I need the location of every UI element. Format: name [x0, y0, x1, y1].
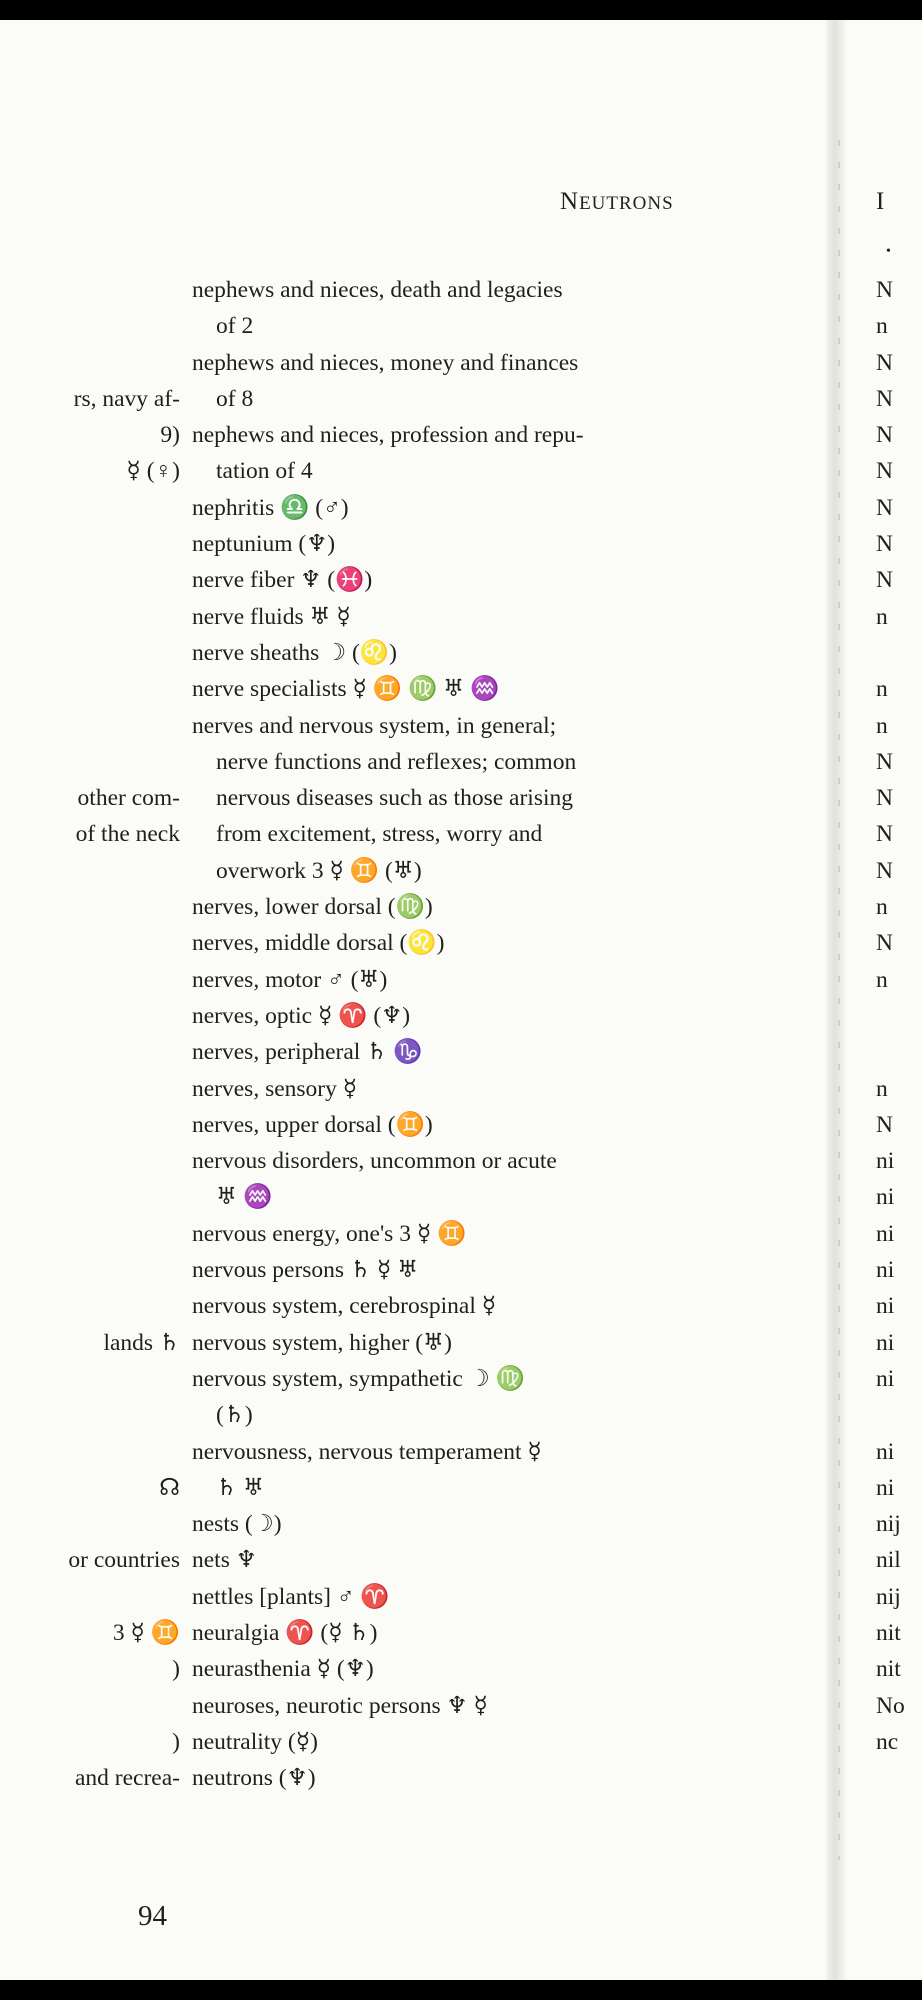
right-page-fragment: N — [876, 385, 893, 412]
right-page-fragment: N — [876, 857, 893, 884]
index-entry-line: overwork 3 ☿ ♊ (♅) — [216, 857, 422, 884]
left-page-fragment — [0, 345, 180, 381]
left-page-fragment — [0, 671, 180, 707]
right-page-fragment: N — [876, 531, 893, 558]
right-page-fragment: nij — [876, 1583, 901, 1610]
left-page-fragment — [0, 308, 180, 344]
index-entry-line: nervous energy, one's 3 ☿ ♊ — [192, 1220, 467, 1247]
right-page-fragment: N — [876, 567, 893, 594]
page-gutter — [826, 20, 846, 1980]
left-page-fragment — [0, 853, 180, 889]
index-entry-line: neuroses, neurotic persons ♆ ☿ — [192, 1692, 488, 1719]
right-page-fragment: N — [876, 277, 893, 303]
right-page-fragment: N — [876, 930, 893, 957]
right-page-fragment: N — [876, 1111, 893, 1138]
left-page-fragment — [0, 635, 180, 671]
index-entry-line: nervous system, sympathetic ☽ ♍ — [192, 1365, 525, 1392]
right-page-fragment: nit — [876, 1619, 901, 1646]
index-entry-line: nerves, motor ♂ (♅) — [192, 966, 388, 993]
left-page-fragment: or countries — [68, 1547, 180, 1574]
book-spread — [0, 20, 922, 1980]
binding-marks — [838, 140, 840, 1860]
index-entry-line: nerves, peripheral ♄ ♑ — [192, 1039, 423, 1066]
right-page-fragment: nij — [876, 1511, 901, 1538]
left-page-fragment — [0, 1579, 180, 1615]
right-page-fragment: n — [876, 966, 888, 993]
left-page-fragment: 3 ☿ ♊ — [112, 1619, 180, 1646]
index-entry-line: nephritis ♎ (♂) — [192, 494, 349, 521]
index-entries — [192, 272, 732, 1796]
left-page-fragment — [0, 889, 180, 925]
left-page-fragment — [0, 1034, 180, 1070]
index-entry-line: neutrons (♆) — [192, 1765, 316, 1792]
index-entry-line: neurasthenia ☿ (♆) — [192, 1656, 374, 1683]
right-page-fragment: N — [876, 748, 893, 775]
left-page-fragment — [0, 562, 180, 598]
left-page-fragment — [0, 1288, 180, 1324]
left-page-fragment — [0, 1107, 180, 1143]
left-page-fragment: of the neck — [75, 821, 180, 848]
index-entry-line: nerve specialists ☿ ♊ ♍ ♅ ♒ — [192, 676, 500, 703]
left-page-fragment — [0, 1216, 180, 1252]
index-entry-line: of 8 — [216, 385, 254, 412]
right-page-fragment — [876, 1034, 922, 1070]
left-page-fragment — [0, 1397, 180, 1433]
left-page-fragment — [0, 1361, 180, 1397]
right-page-fragment: n — [876, 712, 888, 739]
index-entry-line: nests (☽) — [192, 1511, 282, 1538]
index-entry-line: nervous system, higher (♅) — [192, 1329, 452, 1356]
index-entry-line: nervous diseases such as those arising — [216, 785, 573, 812]
right-page-fragment: N — [876, 494, 893, 521]
right-page-fragment: nit — [876, 1656, 901, 1683]
right-page-fragment: N — [876, 458, 893, 485]
left-page-fragment: lands ♄ — [103, 1329, 180, 1356]
right-page-fragment: n — [876, 676, 888, 703]
right-page-fragment: nc — [876, 1728, 899, 1755]
index-entry-line: nervous persons ♄ ☿ ♅ — [192, 1257, 419, 1284]
running-head: NEUTRONS — [560, 188, 674, 215]
left-page-fragment: and recrea- — [74, 1765, 180, 1792]
right-page-fragment: No — [876, 1692, 905, 1719]
left-column-fragments — [0, 272, 180, 1833]
page-number: 94 — [138, 1900, 167, 1932]
left-page-fragment — [0, 526, 180, 562]
right-page-fragments — [876, 272, 922, 1760]
right-page-fragment: n — [876, 603, 888, 630]
right-page-fragment: ni — [876, 1220, 895, 1247]
index-entry-line: neuralgia ♈ (☿ ♄) — [192, 1619, 378, 1646]
index-entry-line: nerve sheaths ☽ (♌) — [192, 639, 397, 666]
index-entry-line: tation of 4 — [216, 458, 313, 485]
index-entry-line: neutrality (☿) — [192, 1728, 319, 1755]
right-page-fragment: ni — [876, 1184, 895, 1211]
index-entry-line: nerves, upper dorsal (♊) — [192, 1111, 433, 1138]
left-page-fragment — [0, 1688, 180, 1724]
right-page-fragment: ni — [876, 1365, 895, 1392]
left-page-fragment: ☊ — [159, 1474, 180, 1501]
left-page-fragment — [0, 744, 180, 780]
right-page-fragment: ni — [876, 1438, 895, 1465]
right-page-fragment: n — [876, 1075, 888, 1102]
left-page-fragment — [0, 1434, 180, 1470]
left-page-fragment: 9) — [160, 422, 180, 449]
index-entry-line: nerves, sensory ☿ — [192, 1075, 358, 1102]
index-entry-line: (♄) — [216, 1402, 253, 1429]
index-entry-line: neptunium (♆) — [192, 531, 336, 558]
right-page-fragment: ni — [876, 1474, 895, 1501]
index-entry-line: nervous system, cerebrospinal ☿ — [192, 1293, 497, 1320]
left-page-fragment: other com- — [77, 785, 180, 812]
index-entry-line: ♅ ♒ — [216, 1184, 273, 1211]
left-page-fragment: ) — [172, 1728, 180, 1755]
index-entry-line: nerve fluids ♅ ☿ — [192, 603, 351, 630]
right-page-fragment: N — [876, 349, 893, 376]
index-entry-line: from excitement, stress, worry and — [216, 821, 543, 848]
left-page-fragment: rs, navy af- — [73, 385, 180, 412]
left-page-fragment — [0, 708, 180, 744]
left-page-fragment — [0, 1071, 180, 1107]
index-entry-line: nets ♆ — [192, 1547, 257, 1574]
left-page-fragment — [0, 272, 180, 308]
left-page-fragment — [0, 1143, 180, 1179]
index-entry-line: nerve fiber ♆ (♓) — [192, 567, 373, 594]
left-page-fragment — [0, 490, 180, 526]
left-page-fragment — [0, 1796, 180, 1832]
index-entry-line: ♄ ♅ — [216, 1474, 265, 1501]
index-entry-line: nephews and nieces, profession and repu- — [192, 422, 584, 449]
left-page-fragment — [0, 599, 180, 635]
left-page-fragment: ☿ (♀) — [126, 458, 180, 485]
index-entry-line: nettles [plants] ♂ ♈ — [192, 1583, 390, 1610]
index-entry-line: nephews and nieces, money and finances — [192, 349, 579, 376]
right-page-fragment — [876, 635, 922, 671]
left-page-fragment — [0, 1252, 180, 1288]
right-page-fragment: ni — [876, 1148, 895, 1175]
index-entry-line: nervous disorders, uncommon or acute — [192, 1148, 557, 1175]
index-entry-line: nerves, lower dorsal (♍) — [192, 894, 433, 921]
right-page-fragment: nil — [876, 1547, 901, 1574]
index-entry-line: nerves, optic ☿ ♈ (♆) — [192, 1002, 411, 1029]
right-page-fragment: ni — [876, 1293, 895, 1320]
index-entry-line: nerves, middle dorsal (♌) — [192, 930, 445, 957]
left-page-fragment — [0, 1506, 180, 1542]
index-entry-line: nerves and nervous system, in general; — [192, 712, 557, 739]
right-page-fragment: ni — [876, 1257, 895, 1284]
right-running-head: I — [876, 188, 886, 215]
right-page-fragment: n — [876, 894, 888, 921]
right-page-fragment: N — [876, 785, 893, 812]
right-page-fragment: N — [876, 422, 893, 449]
right-page-fragment — [876, 1397, 922, 1433]
left-page-fragment: ) — [172, 1656, 180, 1683]
right-page-fragment — [876, 998, 922, 1034]
left-page-fragment — [0, 1179, 180, 1215]
index-entry-line: nervousness, nervous temperament ☿ — [192, 1438, 542, 1465]
index-entry-line: of 2 — [216, 313, 254, 340]
left-page-fragment — [0, 962, 180, 998]
left-page-fragment — [0, 925, 180, 961]
margin-bullet: • — [886, 244, 891, 259]
right-page-fragment: ni — [876, 1329, 895, 1356]
index-entry-line: nephews and nieces, death and legacies — [192, 277, 563, 303]
right-page-fragment: n — [876, 313, 888, 340]
left-page-fragment — [0, 998, 180, 1034]
right-page-fragment: N — [876, 821, 893, 848]
index-entry-line: nerve functions and reflexes; common — [216, 748, 577, 775]
